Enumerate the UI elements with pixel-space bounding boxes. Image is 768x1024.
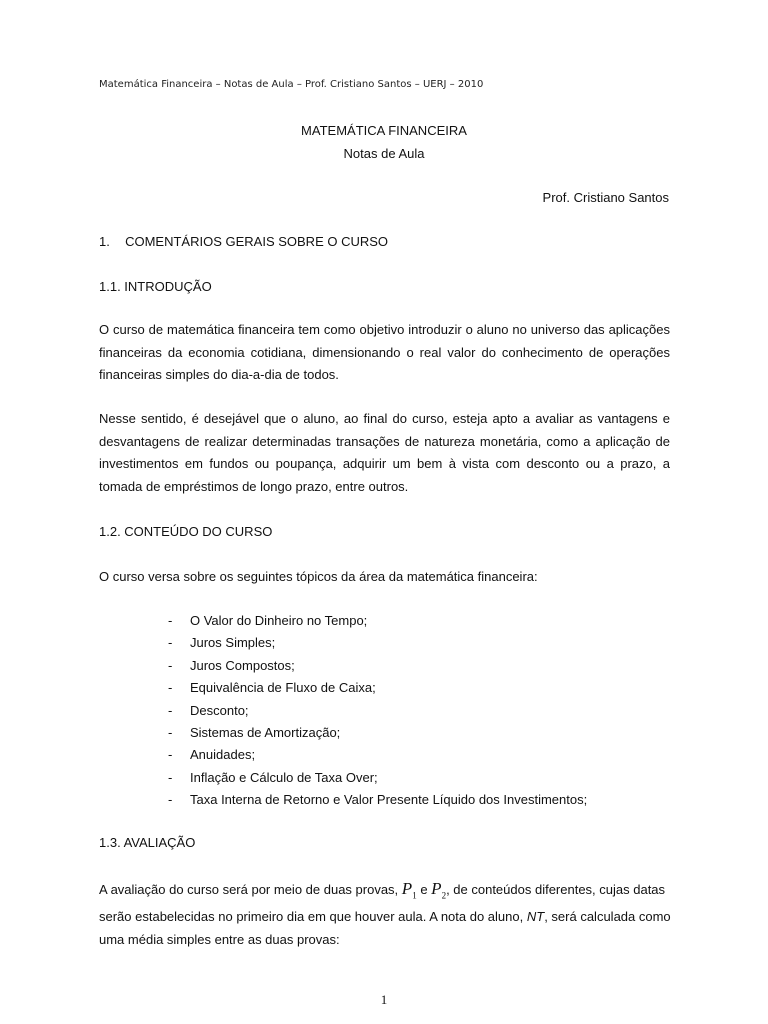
bullet-dash: - bbox=[168, 680, 173, 696]
paragraph-line: investimentos em fundos ou poupança, adquirir um bem à vista com desconto ou a prazo, a bbox=[99, 456, 670, 471]
list-item bbox=[168, 700, 587, 722]
section-1-1-heading: 1.1. INTRODUÇÃO bbox=[99, 279, 212, 294]
bullet-dash: - bbox=[168, 613, 173, 628]
bullet-dash: - bbox=[168, 724, 173, 740]
list-item bbox=[168, 655, 587, 677]
bullet-dash: - bbox=[168, 747, 173, 763]
page-number: 1 bbox=[380, 992, 388, 1007]
evaluation-line-1 bbox=[99, 879, 665, 900]
list-item bbox=[168, 744, 587, 766]
evaluation-text: serão estabelecidas no primeiro dia em que houver aula. A nota do aluno, bbox=[99, 909, 524, 924]
paragraph-line: O curso de matemática financeira tem como objetivo introduzir o aluno no universo das aplicações bbox=[99, 322, 670, 337]
topic-label: Desconto; bbox=[190, 702, 249, 718]
bullet-dash: - bbox=[168, 769, 173, 785]
list-item bbox=[168, 677, 587, 699]
list-item bbox=[168, 722, 587, 744]
section-1-number: 1. bbox=[99, 234, 110, 249]
section-1-title: COMENTÁRIOS GERAIS SOBRE O CURSO bbox=[125, 234, 389, 249]
list-item bbox=[168, 789, 587, 811]
bullet-dash: - bbox=[168, 657, 173, 673]
running-header: Matemática Financeira – Notas de Aula – Prof. Cristiano Santos – UERJ – 2010 bbox=[99, 79, 484, 90]
paragraph-line: tomada de empréstimos de longo prazo, entre outros. bbox=[99, 478, 409, 494]
document-title: MATEMÁTICA FINANCEIRA bbox=[301, 123, 467, 138]
intro-paragraph-1 bbox=[99, 319, 670, 387]
evaluation-text: A avaliação do curso será por meio de duas provas, bbox=[99, 882, 399, 897]
list-item bbox=[168, 610, 587, 632]
list-item bbox=[168, 632, 587, 654]
topic-label: Equivalência de Fluxo de Caixa; bbox=[190, 680, 376, 696]
evaluation-line-3: uma média simples entre as duas provas: bbox=[99, 932, 340, 947]
list-item bbox=[168, 767, 587, 789]
p-letter: P bbox=[431, 879, 442, 898]
conjunction: e bbox=[420, 882, 428, 897]
evaluation-text: , de conteúdos diferentes, cujas datas bbox=[446, 882, 666, 897]
topic-label: Anuidades; bbox=[190, 747, 256, 763]
p2-symbol bbox=[431, 879, 447, 901]
section-1-2-heading: 1.2. CONTEÚDO DO CURSO bbox=[99, 524, 273, 539]
topic-label: Juros Compostos; bbox=[190, 657, 295, 673]
paragraph-line: financeiras simples do dia-a-dia de todos. bbox=[99, 367, 339, 382]
section-1-heading bbox=[99, 234, 388, 249]
topic-label: Taxa Interna de Retorno e Valor Presente Líquido dos Investimentos; bbox=[190, 792, 588, 808]
p2-subscript: 2 bbox=[441, 890, 447, 901]
topic-label: Juros Simples; bbox=[190, 635, 276, 651]
bullet-dash: - bbox=[168, 702, 173, 718]
paragraph-line: Nesse sentido, é desejável que o aluno, ao final do curso, esteja apto a avaliar as vantagens e bbox=[99, 411, 670, 426]
p1-subscript: 1 bbox=[412, 890, 417, 901]
p1-symbol bbox=[401, 879, 417, 901]
topic-label: O Valor do Dinheiro no Tempo; bbox=[190, 613, 368, 628]
p-letter: P bbox=[401, 879, 413, 898]
paragraph-line: financeiras da economia cotidiana, dimensionando o real valor do conhecimento de operações bbox=[99, 344, 670, 360]
nt-symbol: NT bbox=[526, 909, 545, 924]
paragraph-line: desvantagens de realizar determinadas transações de natureza monetária, como a aplicação de bbox=[99, 433, 670, 449]
evaluation-text: , será calculada como bbox=[544, 909, 671, 924]
author-line: Prof. Cristiano Santos bbox=[542, 190, 669, 205]
bullet-dash: - bbox=[168, 792, 173, 808]
section-1-3-heading: 1.3. AVALIAÇÃO bbox=[99, 835, 196, 850]
document-subtitle: Notas de Aula bbox=[343, 146, 425, 161]
bullet-dash: - bbox=[168, 635, 173, 651]
evaluation-line-2 bbox=[99, 909, 671, 924]
intro-paragraph-2 bbox=[99, 408, 670, 498]
topic-list bbox=[168, 610, 587, 812]
topic-label: Sistemas de Amortização; bbox=[190, 724, 341, 740]
content-intro: O curso versa sobre os seguintes tópicos da área da matemática financeira: bbox=[99, 569, 538, 584]
topic-label: Inflação e Cálculo de Taxa Over; bbox=[190, 769, 378, 785]
